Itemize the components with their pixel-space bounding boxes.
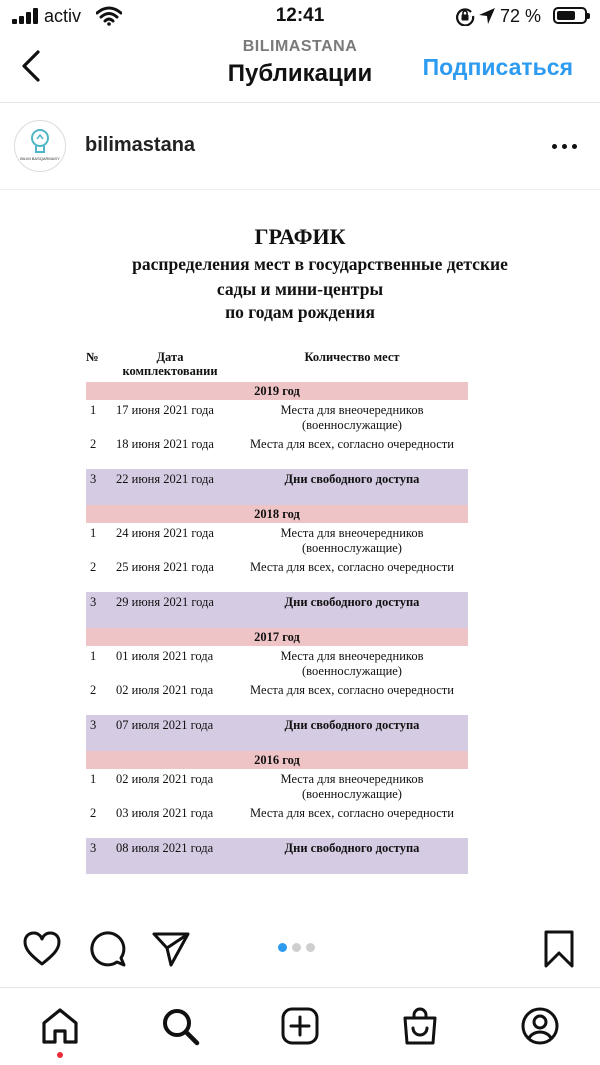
shop-icon[interactable]: [400, 1006, 440, 1046]
row-places: Дни свободного доступа: [284, 841, 420, 855]
status-bar: [0, 0, 600, 34]
bookmark-icon[interactable]: [541, 929, 577, 969]
table-row: [86, 715, 468, 751]
column-header-number: №: [86, 350, 99, 364]
table-row: [86, 434, 468, 459]
document-title: ГРАФИК: [254, 224, 346, 249]
follow-button[interactable]: Подписаться: [422, 54, 573, 80]
year-row: 2016 год: [86, 751, 468, 769]
row-date: 18 июня 2021 года: [116, 437, 214, 451]
send-icon[interactable]: [151, 929, 191, 969]
column-header-date: Дата комплектовании: [122, 350, 218, 378]
column-header-places: Количество мест: [304, 350, 400, 364]
document-subtitle-line: сады и мини-центры: [216, 279, 384, 299]
notification-dot: [57, 1052, 63, 1058]
carousel-dot: [292, 943, 301, 952]
table-row: [86, 838, 468, 874]
row-date: 29 июня 2021 года: [116, 595, 214, 609]
top-header: [0, 34, 600, 103]
row-places: Места для внеочередников (военнослужащие): [280, 649, 424, 678]
row-places: Дни свободного доступа: [284, 472, 420, 486]
bottom-navigation: [0, 988, 600, 1065]
row-date: 02 июля 2021 года: [116, 683, 214, 697]
table-row: [86, 557, 468, 582]
row-places: Места для всех, согласно очередности: [250, 806, 454, 820]
table-header: [86, 350, 468, 382]
row-number: 3: [90, 595, 97, 609]
row-places: Места для внеочередников (военнослужащие): [280, 403, 424, 432]
table-row: [86, 680, 468, 705]
post-actions: [0, 912, 600, 988]
row-number: 3: [90, 472, 97, 486]
avatar-caption: BILIM BASQARMASY: [20, 156, 60, 161]
row-date: 25 июня 2021 года: [116, 560, 214, 574]
status-time: 12:41: [275, 5, 325, 26]
avatar[interactable]: [14, 120, 66, 172]
document-subtitle-line: по годам рождения: [225, 302, 375, 322]
row-date: 24 июня 2021 года: [116, 526, 214, 540]
row-number: 2: [90, 806, 97, 820]
table-row: [86, 769, 468, 803]
heart-icon[interactable]: [22, 929, 62, 969]
comment-icon[interactable]: [88, 929, 128, 969]
row-number: 1: [90, 772, 97, 786]
row-places: Места для внеочередников (военнослужащие): [280, 772, 424, 801]
row-number: 1: [90, 403, 97, 417]
back-arrow-icon[interactable]: [14, 44, 50, 88]
year-row: 2018 год: [86, 505, 468, 523]
row-number: 2: [90, 560, 97, 574]
search-icon[interactable]: [160, 1006, 200, 1046]
more-options-icon[interactable]: [552, 144, 578, 152]
table-row: [86, 646, 468, 680]
carousel-dot: [278, 943, 287, 952]
row-date: 01 июля 2021 года: [116, 649, 214, 663]
schedule-table: [86, 350, 468, 874]
document-subtitle-line: распределения мест в государственные детские: [132, 254, 508, 274]
bulb-logo-icon: [15, 121, 65, 171]
profile-icon[interactable]: [520, 1006, 560, 1046]
row-date: 03 июля 2021 года: [116, 806, 214, 820]
year-row: 2019 год: [86, 382, 468, 400]
post-image[interactable]: [0, 190, 600, 910]
row-number: 2: [90, 437, 97, 451]
row-number: 3: [90, 841, 97, 855]
row-places: Дни свободного доступа: [284, 718, 420, 732]
location-arrow-icon: [478, 7, 496, 25]
row-date: 08 июля 2021 года: [116, 841, 214, 855]
page-title: Публикации: [227, 60, 373, 87]
table-row: [86, 400, 468, 434]
post-author[interactable]: bilimastana: [85, 134, 196, 156]
row-date: 22 июня 2021 года: [116, 472, 214, 486]
row-number: 2: [90, 683, 97, 697]
battery-percent: 72 %: [500, 6, 542, 26]
carousel-indicator: [278, 943, 328, 953]
home-icon[interactable]: [40, 1006, 80, 1046]
row-places: Места для всех, согласно очередности: [250, 437, 454, 451]
row-places: Места для всех, согласно очередности: [250, 683, 454, 697]
battery-icon: [553, 7, 587, 24]
rotation-lock-icon: [455, 6, 475, 26]
carrier-name: activ: [44, 6, 82, 26]
table-row: [86, 469, 468, 505]
year-groups: [86, 382, 468, 874]
row-places: Дни свободного доступа: [284, 595, 420, 609]
table-row: [86, 592, 468, 628]
row-number: 1: [90, 526, 97, 540]
table-row: [86, 523, 468, 557]
row-date: 07 июля 2021 года: [116, 718, 214, 732]
create-post-icon[interactable]: [280, 1006, 320, 1046]
row-number: 1: [90, 649, 97, 663]
post-header: [0, 103, 600, 190]
row-date: 02 июля 2021 года: [116, 772, 214, 786]
carousel-dot: [306, 943, 315, 952]
header-username: BILIMASTANA: [242, 38, 358, 55]
year-row: 2017 год: [86, 628, 468, 646]
row-number: 3: [90, 718, 97, 732]
row-places: Места для всех, согласно очередности: [250, 560, 454, 574]
row-places: Места для внеочередников (военнослужащие): [280, 526, 424, 555]
row-date: 17 июня 2021 года: [116, 403, 214, 417]
table-row: [86, 803, 468, 828]
